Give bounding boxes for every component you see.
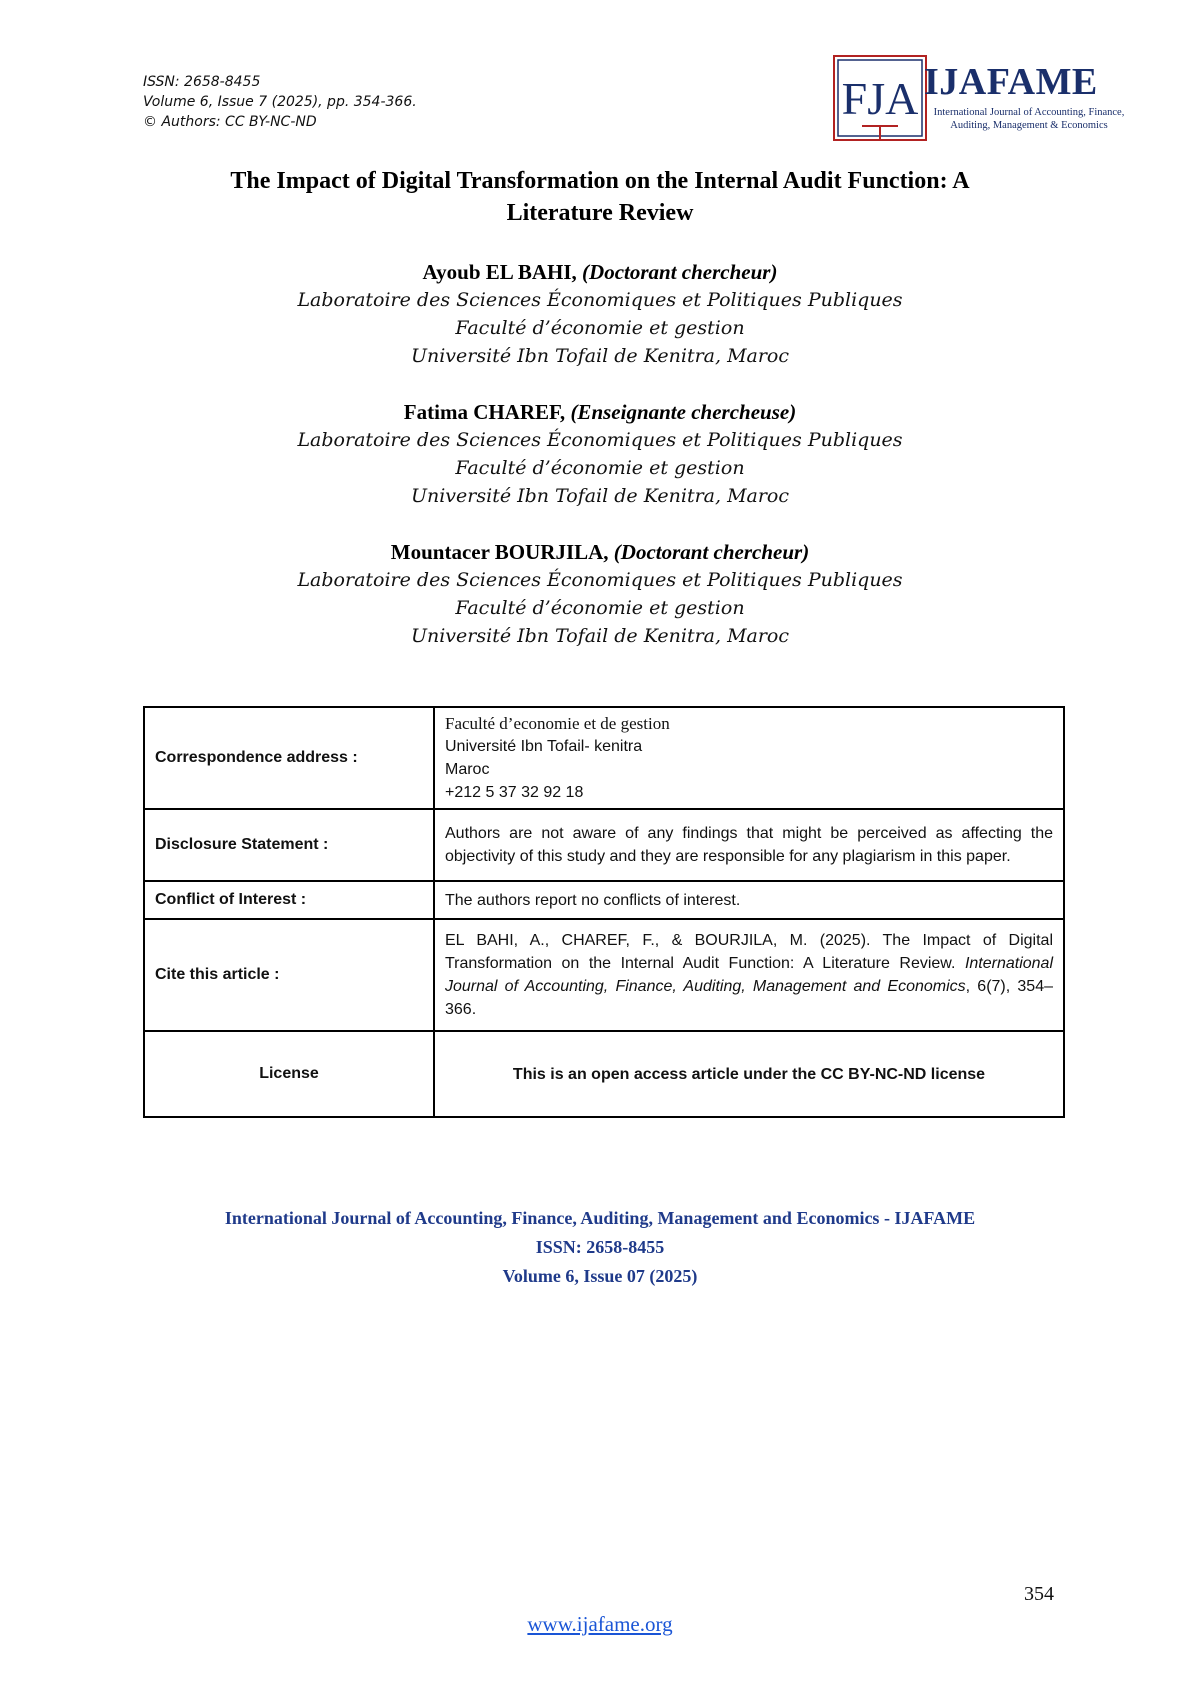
logo-subtitle (924, 106, 1134, 132)
conflict-label: Conflict of Interest : (144, 881, 434, 919)
footer-journal-name: International Journal of Accounting, Finance, Auditing, Management and Economics - IJAFAME (224, 1208, 976, 1228)
issn-line: ISSN: 2658-8455 (143, 74, 261, 90)
author-line (150, 398, 1050, 426)
monogram-text: FJA (841, 73, 919, 124)
author-university: Université Ibn Tofail de Kenitra, Maroc (410, 625, 790, 647)
journal-footer (100, 1204, 1100, 1291)
author-lab: Laboratoire des Sciences Économiques et Politiques Publiques (297, 289, 903, 311)
logo-subtitle-line1: International Journal of Accounting, Finance, (933, 107, 1125, 118)
author-university: Université Ibn Tofail de Kenitra, Maroc (410, 345, 790, 367)
author-faculty: Faculté d’économie et gestion (455, 457, 745, 479)
author-role: (Doctorant chercheur) (613, 540, 810, 564)
license-line: © Authors: CC BY-NC-ND (143, 114, 317, 130)
author-lab: Laboratoire des Sciences Économiques et Politiques Publiques (297, 569, 903, 591)
license-value: This is an open access article under the CC BY-NC-ND license (434, 1031, 1064, 1117)
volume-line: Volume 6, Issue 7 (2025), pp. 354-366. (143, 94, 417, 110)
author-faculty: Faculté d’économie et gestion (455, 317, 745, 339)
author-role: (Enseignante chercheuse) (570, 400, 797, 424)
cite-text: EL BAHI, A., CHAREF, F., & BOURJILA, M. (2025). The Impact of Digital Transformation on the Internal Audit Function: A Literature Review. (445, 932, 1053, 972)
table-row (144, 1031, 1064, 1117)
cite-pages: , 6(7), 354–366. (445, 978, 1054, 1018)
author-name: Ayoub EL BAHI, (422, 260, 577, 284)
author-name: Fatima CHAREF, (403, 400, 566, 424)
author-block-3 (150, 538, 1050, 650)
article-info-table (143, 706, 1065, 1118)
correspondence-line: Maroc (445, 761, 490, 778)
title-line-2: Literature Review (506, 200, 694, 226)
correspondence-line: Faculté d’economie et de gestion (445, 714, 670, 733)
author-line (150, 258, 1050, 286)
correspondence-value (434, 707, 1064, 809)
footer-volume: Volume 6, Issue 07 (2025) (502, 1266, 698, 1286)
author-faculty: Faculté d’économie et gestion (455, 597, 745, 619)
author-name: Mountacer BOURJILA, (390, 540, 609, 564)
author-block-2 (150, 398, 1050, 510)
cite-journal: International Journal of Accounting, Finance, Auditing, Management and Economics (445, 955, 1053, 995)
disclosure-value: Authors are not aware of any findings that might be perceived as affecting the objectivity of this study and they are responsible for any plagiarism in this paper. (434, 809, 1064, 881)
correspondence-line: Université Ibn Tofail- kenitra (445, 738, 643, 755)
license-label: License (144, 1031, 434, 1117)
correspondence-line: +212 5 37 32 92 18 (445, 784, 584, 801)
author-line (150, 538, 1050, 566)
footer-issn: ISSN: 2658-8455 (535, 1237, 665, 1257)
article-title (150, 165, 1050, 229)
page-number: 354 (1024, 1583, 1054, 1605)
logo-name: IJAFAME (924, 61, 1098, 103)
journal-metadata (143, 72, 417, 132)
author-role: (Doctorant chercheur) (582, 260, 778, 284)
monogram-emblem (832, 54, 928, 144)
website-link[interactable]: www.ijafame.org (527, 1612, 673, 1636)
cite-label: Cite this article : (144, 919, 434, 1031)
correspondence-label: Correspondence address : (144, 707, 434, 809)
table-row (144, 919, 1064, 1031)
journal-logo (832, 54, 1128, 144)
logo-subtitle-line2: Auditing, Management & Economics (950, 120, 1108, 131)
conflict-value: The authors report no conflicts of interest. (434, 881, 1064, 919)
author-lab: Laboratoire des Sciences Économiques et Politiques Publiques (297, 429, 903, 451)
table-row (144, 881, 1064, 919)
table-row (144, 707, 1064, 809)
table-row (144, 809, 1064, 881)
author-university: Université Ibn Tofail de Kenitra, Maroc (410, 485, 790, 507)
title-line-1: The Impact of Digital Transformation on the Internal Audit Function: A (230, 168, 970, 194)
author-block-1 (150, 258, 1050, 370)
disclosure-label: Disclosure Statement : (144, 809, 434, 881)
cite-value (434, 919, 1064, 1031)
